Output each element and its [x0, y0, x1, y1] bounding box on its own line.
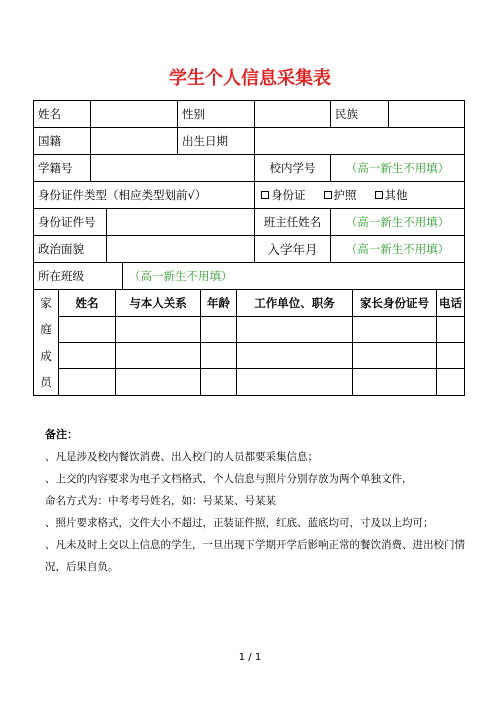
option-id-card[interactable]	[261, 187, 306, 203]
option-other-label: 其他	[384, 188, 408, 202]
family-cell[interactable]	[237, 343, 353, 368]
family-row	[59, 369, 464, 395]
family-row	[59, 343, 464, 369]
student-info-form	[33, 100, 465, 396]
option-other[interactable]	[375, 187, 408, 203]
note-line: 况，后果自负。	[45, 561, 119, 573]
family-cell[interactable]	[437, 343, 464, 368]
row-id-type	[34, 182, 464, 209]
family-label	[34, 290, 59, 395]
field-ethnicity[interactable]	[389, 101, 464, 127]
header-workplace: 工作单位、职务	[237, 290, 353, 316]
family-cell[interactable]	[353, 369, 437, 395]
label-birthdate: 出生日期	[178, 128, 255, 154]
family-cell[interactable]	[201, 369, 237, 395]
label-political: 政治面貌	[34, 236, 107, 262]
note-line: 命名方式为：中考考号姓名，如：号某某、号某某	[45, 495, 276, 507]
label-ethnicity: 民族	[331, 101, 389, 127]
family-cell[interactable]	[116, 317, 201, 342]
option-passport[interactable]	[324, 187, 357, 203]
field-birthdate[interactable]	[255, 128, 464, 154]
family-cell[interactable]	[116, 369, 201, 395]
row-political	[34, 236, 464, 263]
family-char-3: 成	[40, 348, 52, 363]
notes-section	[45, 424, 475, 578]
option-passport-label: 护照	[333, 188, 357, 202]
option-id-card-label: 身份证	[271, 188, 306, 202]
teacher-note: （高一新生不用填）	[345, 215, 450, 229]
family-cell[interactable]	[237, 369, 353, 395]
family-char-4: 员	[40, 374, 52, 389]
family-cell[interactable]	[353, 343, 437, 368]
label-student-no: 学籍号	[34, 155, 91, 181]
label-id-no: 身份证件号	[34, 209, 107, 235]
id-type-options	[255, 182, 464, 208]
class-note: （高一新生不用填）	[129, 269, 233, 283]
label-class: 所在班级	[34, 263, 123, 289]
checkbox-icon	[261, 191, 269, 199]
label-nationality: 国籍	[34, 128, 91, 154]
family-char-2: 庭	[40, 322, 52, 337]
family-cell[interactable]	[116, 343, 201, 368]
label-name: 姓名	[34, 101, 91, 127]
family-cell[interactable]	[353, 317, 437, 342]
field-political[interactable]	[107, 236, 255, 262]
note-line: 、上交的内容要求为电子文档格式，个人信息与照片分别存放为两个单独文件，	[45, 473, 413, 485]
family-cell[interactable]	[59, 317, 116, 342]
family-cell[interactable]	[237, 317, 353, 342]
label-gender: 性别	[178, 101, 255, 127]
family-cell[interactable]	[201, 343, 237, 368]
note-line: 、照片要求格式，文件大小不超过，正装证件照，红底、蓝底均可，寸及以上均可；	[45, 517, 434, 529]
form-title: 学生个人信息采集表	[169, 68, 331, 89]
row-class	[34, 263, 464, 290]
checkbox-icon	[324, 191, 332, 199]
notes-heading: 备注：	[45, 428, 78, 441]
label-school-no: 校内学号	[255, 155, 331, 181]
enroll-note: （高一新生不用填）	[345, 242, 450, 256]
label-enroll: 入学年月	[255, 236, 331, 262]
field-gender[interactable]	[255, 101, 331, 127]
note-line: 、凡是涉及校内餐饮消费、出入校门的人员都要采集信息；	[45, 451, 318, 463]
field-nationality[interactable]	[91, 128, 178, 154]
family-header-row	[59, 290, 464, 317]
field-id-no[interactable]	[107, 209, 255, 235]
family-cell[interactable]	[59, 343, 116, 368]
row-id-no	[34, 209, 464, 236]
header-phone: 电话	[439, 296, 462, 310]
header-parent-id: 家长身份证号	[353, 290, 437, 316]
label-teacher: 班主任姓名	[255, 209, 331, 235]
note-line: 、凡未及时上交以上信息的学生，一旦出现下学期开学后影响正常的餐饮消费、进出校门情	[45, 539, 465, 551]
field-name[interactable]	[91, 101, 178, 127]
header-name: 姓名	[59, 290, 116, 316]
checkbox-icon	[375, 191, 383, 199]
row-name	[34, 101, 464, 128]
label-id-type: 身份证件类型（相应类型划前√）	[34, 182, 255, 208]
family-cell[interactable]	[201, 317, 237, 342]
family-cell[interactable]	[437, 317, 464, 342]
family-cell[interactable]	[437, 369, 464, 395]
family-row	[59, 317, 464, 343]
family-char-1: 家	[40, 296, 52, 311]
school-no-note: （高一新生不用填）	[345, 161, 450, 175]
header-relation: 与本人关系	[116, 290, 201, 316]
row-student-no	[34, 155, 464, 182]
page-number: 1 / 1	[238, 652, 262, 663]
row-nationality	[34, 128, 464, 155]
header-age: 年龄	[201, 290, 237, 316]
field-student-no[interactable]	[91, 155, 255, 181]
family-cell[interactable]	[59, 369, 116, 395]
